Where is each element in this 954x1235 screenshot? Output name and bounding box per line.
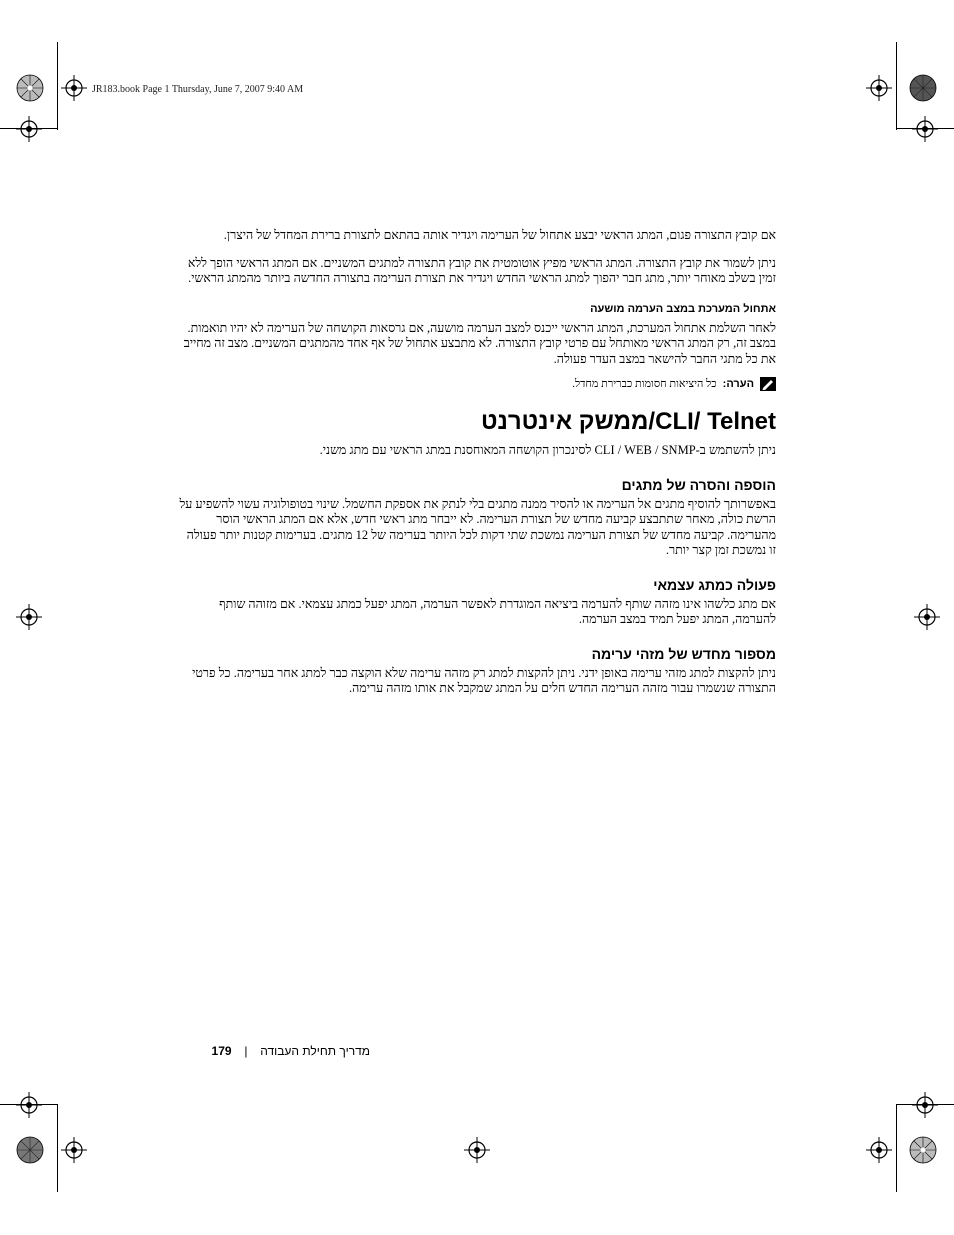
registration-mark-icon <box>16 604 42 630</box>
note-text: כל היציאות חסומות כברירת מחדל. <box>572 378 717 390</box>
paragraph: ניתן לשמור את קובץ התצורה. המתג הראשי מפיץ אוטומטית את קובץ התצורה למתגים המשניים. אם המתג הראשי הופך ללא זמין בשלב מאוחר יותר, מתג חבר יהפוך למתג הראשי החדש ויגדיר את תצורת הערימה בתצורה החדשה ביותר מהמתג הראשי. <box>187 255 776 285</box>
registration-mark-icon <box>912 116 938 142</box>
registration-mark-icon <box>16 116 42 142</box>
registration-mark-icon <box>866 75 892 101</box>
paragraph: באפשרותך להוסיף מתגים אל הערימה או להסיר ממנה מתגים בלי לנתק את אספקת החשמל. שינוי בטופולוגיה עשוי להשפיע על הרשת כולה, מאחר שתתבצע קביעה מחדש של תצורת הערימה. לא ייבחר מתג ראשי חדש, אלא אם המתג הראשי הוסר מהערימה. קביעה מחדש של תצורת הערימה נמשכת שתי דקות לכל היותר בערימה של 12 מתגים. בערימות קטנות יותר פעולה זו נמשכת זמן קצר יותר. <box>179 496 776 557</box>
note-pencil-icon <box>760 377 776 391</box>
paragraph: ניתן להשתמש ב-CLI / WEB / SNMP לסינכרון הקושחה המאוחסנת במתג הראשי עם מתג משני. <box>319 443 776 457</box>
section-heading: פעולה כמתג עצמאי <box>653 576 776 593</box>
registration-mark-icon <box>61 75 87 101</box>
registration-mark-icon <box>61 1137 87 1163</box>
note-label: הערה: <box>722 378 754 390</box>
section-heading: הוספה והסרה של מתגים <box>621 476 776 493</box>
subheading: אתחול המערכת במצב הערמה מושעה <box>590 302 776 315</box>
paragraph: ניתן להקצות למתג מזהי ערימה באופן ידני. ניתן להקצות למתג רק מזהה ערימה שלא הוקצה כבר למתג אחר בערימה. כל פרטי התצורה שנשמרו עבור מזהה הערימה החדש חלים על המתג שמקבל את אותו מזהה ערימה. <box>192 665 776 695</box>
footer-separator: | <box>244 1044 248 1058</box>
paragraph: לאחר השלמת אתחול המערכת, המתג הראשי ייכנס למצב הערמה מושעה, אם גרסאות הקושחה של הערימה לא יהיו תואמות. במצב זה, רק המתג הראשי מאותחל עם פרטי קובץ התצורה. לא מתבצע אתחול של אף אחד מהמתגים המשניים. מצב זה מחייב את כל מתגי החבר להישאר במצב העדר פעולה. <box>183 320 776 366</box>
registration-mark-icon <box>912 1092 938 1118</box>
rosette-mark-icon <box>909 1136 937 1164</box>
paragraph: אם מתג כלשהו אינו מזהה שותף להערמה ביציאה המוגדרת לאפשר הערמה, המתג יפעל כמתג עצמאי. אם מזוהה שותף להערמה, המתג יפעל תמיד במצב הערמה. <box>219 596 776 626</box>
rosette-mark-icon <box>16 1136 44 1164</box>
page-number: 179 <box>211 1044 232 1058</box>
footer-title: מדריך תחילת העבודה <box>260 1044 370 1058</box>
registration-mark-icon <box>464 1137 490 1163</box>
rosette-mark-icon <box>16 74 44 102</box>
crop-mark <box>57 42 58 130</box>
crop-mark <box>57 1104 58 1192</box>
registration-mark-icon <box>16 1092 42 1118</box>
registration-mark-icon <box>914 604 940 630</box>
note <box>178 377 776 391</box>
section-title: CLI/ Telnet/ממשק אינטרנט <box>480 408 776 435</box>
crop-mark <box>896 42 897 130</box>
print-info-header: JR183.book Page 1 Thursday, June 7, 2007 9:40 AM <box>92 84 304 95</box>
registration-mark-icon <box>866 1137 892 1163</box>
page-content <box>178 228 776 697</box>
rosette-mark-icon <box>909 74 937 102</box>
page-footer <box>180 1044 370 1058</box>
section-heading: מספור מחדש של מזהי ערימה <box>591 645 776 662</box>
crop-mark <box>896 1104 897 1192</box>
paragraph: אם קובץ התצורה פגום, המתג הראשי יבצע אתחול של הערימה ויגדיר אותה בהתאם לתצורת ברירת המחדל של היצרן. <box>223 228 776 242</box>
